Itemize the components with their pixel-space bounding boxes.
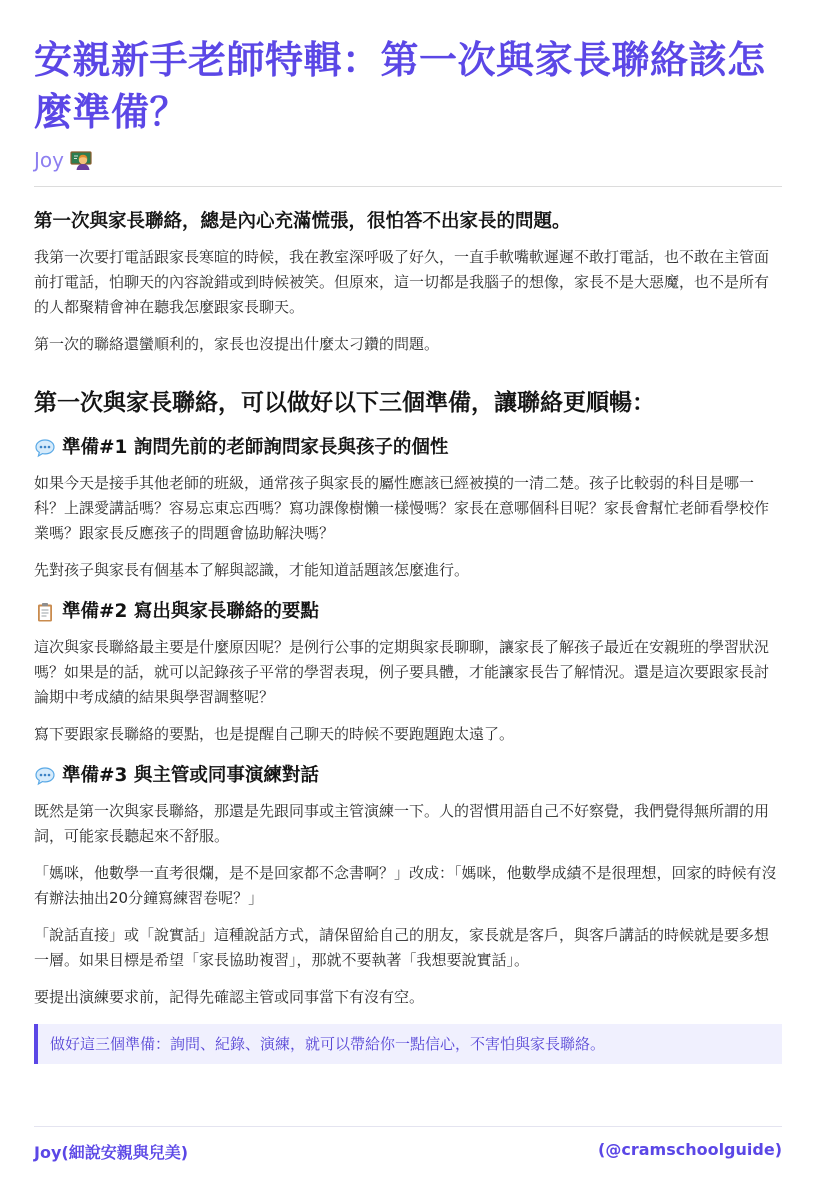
author-line bbox=[34, 148, 782, 172]
section-paragraph: 這次與家長聯絡最主要是什麼原因呢？是例行公事的定期與家長聊聊，讓家長了解孩子最近在安親班的學習狀況嗎？如果是的話，就可以記錄孩子平常的學習表現，例子要具體，才能讓家長告了解情況。還是這次要跟家長討論期中考成績的結果與學習調整呢？ bbox=[34, 638, 770, 706]
section-paragraph: 要提出演練要求前，記得先確認主管或同事當下有沒有空。 bbox=[34, 988, 425, 1006]
speech-bubble-icon bbox=[34, 765, 56, 787]
footer-handle: (@cramschoolguide) bbox=[598, 1140, 782, 1159]
intro-heading: 第一次與家長聯絡，總是內心充滿慌張，很怕答不出家長的問題。 bbox=[34, 211, 571, 232]
section-paragraph: 如果今天是接手其他老師的班級，通常孩子與家長的屬性應該已經被摸的一清二楚。孩子比較弱的科目是哪一科？上課愛講話嗎？容易忘東忘西嗎？寫功課像樹懶一樣慢嗎？家長在意哪個科目呢？家長會幫忙老師看學校作業嗎？跟家長反應孩子的問題會協助解決嗎？ bbox=[34, 474, 770, 542]
title-divider bbox=[34, 186, 782, 187]
intro-paragraph: 我第一次要打電話跟家長寒暄的時候，我在教室深呼吸了好久，一直手軟嘴軟遲遲不敢打電話，也不敢在主管面前打電話，怕聊天的內容說錯或到時候被笑。但原來，這一切都是我腦子的想像，家長不是大惡魔，也不是所有的人都聚精會神在聽我怎麼跟家長聊天。 bbox=[34, 248, 770, 316]
section-heading-text: 準備#3 與主管或同事演練對話 bbox=[62, 765, 319, 786]
section-heading bbox=[34, 761, 782, 791]
intro-section bbox=[34, 207, 782, 357]
summary-callout: 做好這三個準備：詢問、紀錄、演練，就可以帶給你一點信心，不害怕與家長聯絡。 bbox=[34, 1024, 782, 1064]
teacher-emoji-icon bbox=[70, 149, 92, 171]
article-title: 安親新手老師特輯：第一次與家長聯絡該怎麼準備？ bbox=[34, 38, 766, 134]
section-paragraph: 「媽咪，他數學一直考很爛，是不是回家都不念書啊？」改成：「媽咪，他數學成績不是很理想，回家的時候有沒有辦法抽出20分鐘寫練習卷呢？」 bbox=[34, 864, 777, 907]
intro-paragraph: 第一次的聯絡還蠻順利的，家長也沒提出什麼太刁鑽的問題。 bbox=[34, 335, 440, 353]
main-heading: 第一次與家長聯絡，可以做好以下三個準備，讓聯絡更順暢： bbox=[34, 390, 655, 416]
footer-divider bbox=[34, 1126, 782, 1127]
section-heading bbox=[34, 597, 782, 627]
section-heading bbox=[34, 433, 782, 463]
footer bbox=[34, 1140, 782, 1163]
section-prep-1 bbox=[34, 433, 782, 583]
footer-author: Joy(細說安親與兒美) bbox=[34, 1143, 189, 1162]
section-prep-3 bbox=[34, 761, 782, 1010]
clipboard-icon bbox=[34, 601, 56, 623]
section-paragraph: 寫下要跟家長聯絡的要點，也是提醒自己聊天的時候不要跑題跑太遠了。 bbox=[34, 725, 515, 743]
section-paragraph: 既然是第一次與家長聯絡，那還是先跟同事或主管演練一下。人的習慣用語自己不好察覺，我們覺得無所謂的用詞，可能家長聽起來不舒服。 bbox=[34, 802, 770, 845]
section-paragraph: 「說話直接」或「說實話」這種說話方式，請保留給自己的朋友，家長就是客戶，與客戶講話的時候就是要多想一層。如果目標是希望「家長協助複習」，那就不要執著「我想要說實話」。 bbox=[34, 926, 770, 969]
section-heading-text: 準備#1 詢問先前的老師詢問家長與孩子的個性 bbox=[62, 437, 449, 458]
section-heading-text: 準備#2 寫出與家長聯絡的要點 bbox=[62, 601, 319, 622]
section-paragraph: 先對孩子與家長有個基本了解與認識，才能知道話題該怎麼進行。 bbox=[34, 561, 470, 579]
section-prep-2 bbox=[34, 597, 782, 747]
author-name: Joy bbox=[34, 148, 64, 172]
speech-bubble-icon bbox=[34, 437, 56, 459]
